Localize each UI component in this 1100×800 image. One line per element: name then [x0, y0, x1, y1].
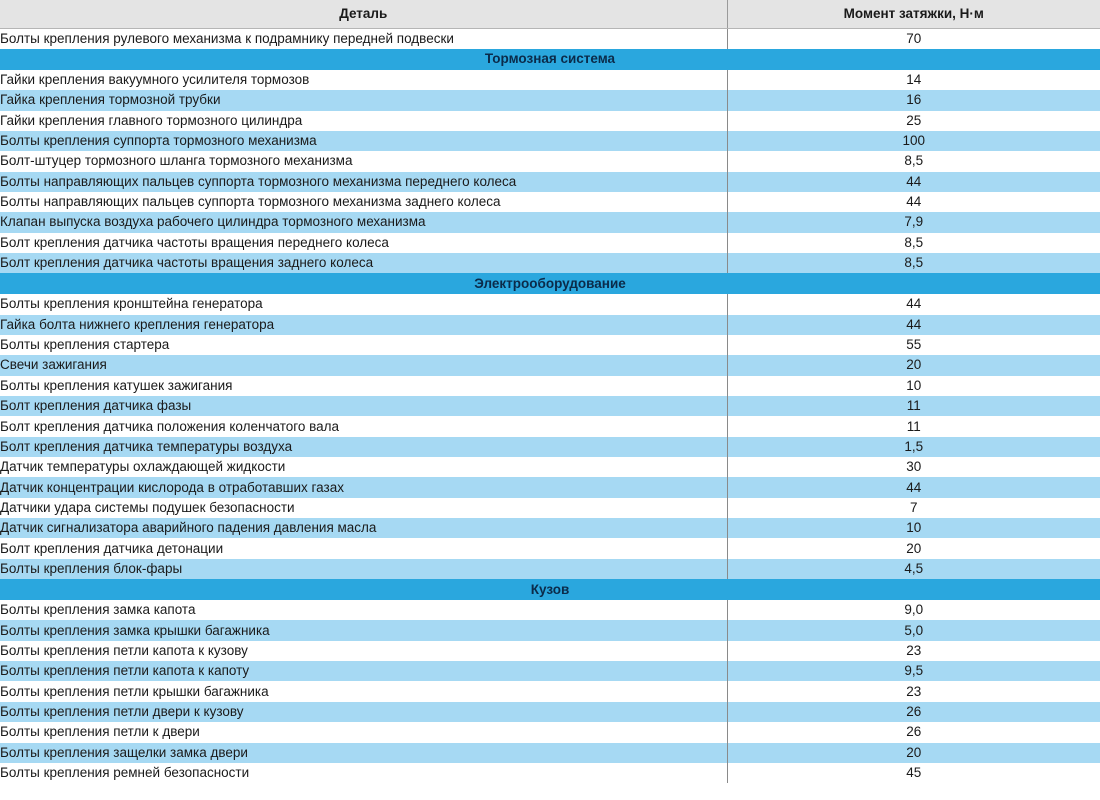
torque-value-cell: 26	[727, 722, 1100, 742]
part-name-cell: Болты крепления блок-фары	[0, 559, 727, 579]
part-name-cell: Болты крепления стартера	[0, 335, 727, 355]
part-name-cell: Гайки крепления вакуумного усилителя тормозов	[0, 70, 727, 90]
table-row	[0, 457, 1100, 477]
table-row	[0, 702, 1100, 722]
torque-value-cell: 8,5	[727, 253, 1100, 273]
table-row	[0, 294, 1100, 314]
table-row	[0, 437, 1100, 457]
torque-value-cell: 26	[727, 702, 1100, 722]
section-title: Электрооборудование	[0, 273, 1100, 294]
table-body	[0, 29, 1100, 784]
torque-value-cell: 9,5	[727, 661, 1100, 681]
part-name-cell: Датчик сигнализатора аварийного падения давления масла	[0, 518, 727, 538]
torque-value-cell: 44	[727, 172, 1100, 192]
part-name-cell: Болты крепления петли двери к кузову	[0, 702, 727, 722]
part-name-cell: Гайка болта нижнего крепления генератора	[0, 315, 727, 335]
part-name-cell: Болт крепления датчика частоты вращения заднего колеса	[0, 253, 727, 273]
table-row	[0, 29, 1100, 49]
part-name-cell: Болты направляющих пальцев суппорта тормозного механизма переднего колеса	[0, 172, 727, 192]
torque-value-cell: 5,0	[727, 620, 1100, 640]
table-row	[0, 355, 1100, 375]
section-title: Тормозная система	[0, 49, 1100, 70]
part-name-cell: Гайка крепления тормозной трубки	[0, 90, 727, 110]
table-row	[0, 722, 1100, 742]
part-name-cell: Болт крепления датчика положения коленчатого вала	[0, 416, 727, 436]
torque-value-cell: 100	[727, 131, 1100, 151]
torque-value-cell: 70	[727, 29, 1100, 49]
column-header-torque: Момент затяжки, Н·м	[727, 0, 1100, 29]
torque-value-cell: 7	[727, 498, 1100, 518]
table-row	[0, 477, 1100, 497]
part-name-cell: Болты крепления защелки замка двери	[0, 743, 727, 763]
table-row	[0, 172, 1100, 192]
part-name-cell: Болты крепления петли к двери	[0, 722, 727, 742]
table-row	[0, 661, 1100, 681]
table-row	[0, 376, 1100, 396]
part-name-cell: Клапан выпуска воздуха рабочего цилиндра тормозного механизма	[0, 212, 727, 232]
torque-value-cell: 1,5	[727, 437, 1100, 457]
table-row	[0, 335, 1100, 355]
part-name-cell: Болты крепления ремней безопасности	[0, 763, 727, 783]
part-name-cell: Болты крепления катушек зажигания	[0, 376, 727, 396]
table-row	[0, 396, 1100, 416]
table-row	[0, 559, 1100, 579]
torque-value-cell: 23	[727, 641, 1100, 661]
part-name-cell: Болты крепления замка капота	[0, 600, 727, 620]
table-row	[0, 151, 1100, 171]
part-name-cell: Болт крепления датчика температуры воздуха	[0, 437, 727, 457]
table-row	[0, 600, 1100, 620]
table-row	[0, 518, 1100, 538]
table-row	[0, 763, 1100, 783]
table-row	[0, 111, 1100, 131]
torque-value-cell: 14	[727, 70, 1100, 90]
torque-value-cell: 8,5	[727, 151, 1100, 171]
column-header-part: Деталь	[0, 0, 727, 29]
table-row	[0, 192, 1100, 212]
part-name-cell: Болт крепления датчика фазы	[0, 396, 727, 416]
torque-value-cell: 10	[727, 376, 1100, 396]
torque-value-cell: 55	[727, 335, 1100, 355]
table-row	[0, 498, 1100, 518]
table-row	[0, 743, 1100, 763]
torque-value-cell: 11	[727, 396, 1100, 416]
table-row	[0, 681, 1100, 701]
part-name-cell: Болт крепления датчика детонации	[0, 538, 727, 558]
torque-value-cell: 23	[727, 681, 1100, 701]
part-name-cell: Болты крепления кронштейна генератора	[0, 294, 727, 314]
torque-value-cell: 9,0	[727, 600, 1100, 620]
part-name-cell: Болты крепления петли капота к капоту	[0, 661, 727, 681]
torque-value-cell: 7,9	[727, 212, 1100, 232]
part-name-cell: Болты крепления петли крышки багажника	[0, 681, 727, 701]
part-name-cell: Датчик концентрации кислорода в отработавших газах	[0, 477, 727, 497]
table-row	[0, 233, 1100, 253]
part-name-cell: Болты крепления суппорта тормозного механизма	[0, 131, 727, 151]
torque-value-cell: 44	[727, 294, 1100, 314]
table-row	[0, 315, 1100, 335]
part-name-cell: Датчики удара системы подушек безопасности	[0, 498, 727, 518]
part-name-cell: Гайки крепления главного тормозного цилиндра	[0, 111, 727, 131]
torque-value-cell: 25	[727, 111, 1100, 131]
table-row	[0, 70, 1100, 90]
table-row	[0, 641, 1100, 661]
torque-value-cell: 11	[727, 416, 1100, 436]
table-row	[0, 90, 1100, 110]
table-row	[0, 538, 1100, 558]
table-row	[0, 212, 1100, 232]
section-title: Кузов	[0, 579, 1100, 600]
table-row	[0, 253, 1100, 273]
torque-value-cell: 44	[727, 315, 1100, 335]
table-row	[0, 131, 1100, 151]
torque-value-cell: 10	[727, 518, 1100, 538]
section-row	[0, 49, 1100, 70]
torque-value-cell: 20	[727, 355, 1100, 375]
part-name-cell: Болт крепления датчика частоты вращения переднего колеса	[0, 233, 727, 253]
section-row	[0, 579, 1100, 600]
part-name-cell: Болты направляющих пальцев суппорта тормозного механизма заднего колеса	[0, 192, 727, 212]
table-row	[0, 416, 1100, 436]
table-row	[0, 620, 1100, 640]
torque-value-cell: 44	[727, 192, 1100, 212]
torque-value-cell: 44	[727, 477, 1100, 497]
torque-value-cell: 16	[727, 90, 1100, 110]
torque-value-cell: 20	[727, 538, 1100, 558]
torque-value-cell: 45	[727, 763, 1100, 783]
part-name-cell: Болты крепления рулевого механизма к подрамнику передней подвески	[0, 29, 727, 49]
table-header-row	[0, 0, 1100, 29]
part-name-cell: Свечи зажигания	[0, 355, 727, 375]
part-name-cell: Болты крепления петли капота к кузову	[0, 641, 727, 661]
torque-value-cell: 8,5	[727, 233, 1100, 253]
section-row	[0, 273, 1100, 294]
torque-value-cell: 4,5	[727, 559, 1100, 579]
part-name-cell: Болт-штуцер тормозного шланга тормозного механизма	[0, 151, 727, 171]
torque-value-cell: 20	[727, 743, 1100, 763]
torque-value-cell: 30	[727, 457, 1100, 477]
part-name-cell: Датчик температуры охлаждающей жидкости	[0, 457, 727, 477]
part-name-cell: Болты крепления замка крышки багажника	[0, 620, 727, 640]
